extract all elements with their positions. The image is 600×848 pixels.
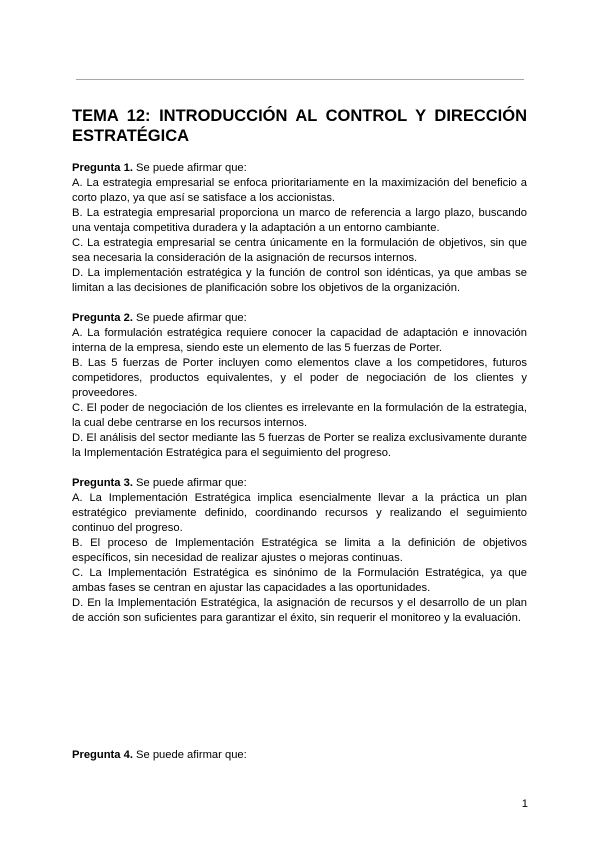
page-title: TEMA 12: INTRODUCCIÓN AL CONTROL Y DIRECCIÓN ESTRATÉGICA: [72, 107, 527, 145]
question-1: [72, 161, 527, 296]
option-a: A. La estrategia empresarial se enfoca prioritariamente en la maximización del beneficio a corto plazo, ya que así se satisface a los accionistas.: [72, 177, 527, 204]
questions-container: [72, 161, 527, 641]
question-prompt: Se puede afirmar que:: [132, 749, 247, 761]
question-4: [72, 748, 527, 763]
question-heading: [72, 161, 527, 176]
question-label: Pregunta 1.: [72, 162, 133, 174]
question-3: [72, 476, 527, 626]
header-rule: [76, 79, 524, 80]
option-b: B. El proceso de Implementación Estratégica se limita a la definición de objetivos específicos, sin necesidad de realizar ajustes o mejoras continuas.: [72, 537, 527, 564]
option-d: D. La implementación estratégica y la función de control son idénticas, ya que ambas se limitan a las decisiones de planificación sobre los objetivos de la organización.: [72, 267, 527, 294]
option-c: C. La Implementación Estratégica es sinónimo de la Formulación Estratégica, ya que ambas fases se centran en ajustar las capacidades a las oportunidades.: [72, 567, 527, 594]
option-a: A. La Implementación Estratégica implica esencialmente llevar a la práctica un plan estratégico previamente definido, coordinando recursos y realizando el seguimiento continuo del progreso.: [72, 492, 527, 534]
question-prompt: Se puede afirmar que:: [132, 312, 247, 324]
question-2: [72, 311, 527, 461]
question-label: Pregunta 4.: [72, 749, 133, 761]
page-number: 1: [521, 798, 528, 810]
option-b: B. La estrategia empresarial proporciona un marco de referencia a largo plazo, buscando una ventaja competitiva duradera y la adaptación a un entorno cambiante.: [72, 207, 527, 234]
question-heading: [72, 476, 527, 491]
question-label: Pregunta 2.: [72, 312, 133, 324]
question-prompt: Se puede afirmar que:: [132, 477, 247, 489]
option-b: B. Las 5 fuerzas de Porter incluyen como elementos clave a los competidores, futuros competidores, productos equivalentes, y el poder de negociación de los clientes y proveedores.: [72, 357, 527, 399]
question-label: Pregunta 3.: [72, 477, 133, 489]
option-a: A. La formulación estratégica requiere conocer la capacidad de adaptación e innovación interna de la empresa, siendo este un elemento de las 5 fuerzas de Porter.: [72, 327, 527, 354]
question-heading: [72, 311, 527, 326]
question-prompt: Se puede afirmar que:: [132, 162, 247, 174]
option-d: D. En la Implementación Estratégica, la asignación de recursos y el desarrollo de un plan de acción son suficientes para garantizar el éxito, sin requerir el monitoreo y la evaluación.: [72, 597, 527, 624]
option-c: C. La estrategia empresarial se centra únicamente en la formulación de objetivos, sin que sea necesaria la consideración de la asignación de recursos internos.: [72, 237, 527, 264]
option-c: C. El poder de negociación de los clientes es irrelevante en la formulación de la estrategia, la cual debe centrarse en los recursos internos.: [72, 402, 527, 429]
option-d: D. El análisis del sector mediante las 5 fuerzas de Porter se realiza exclusivamente durante la Implementación Estratégica para el seguimiento del progreso.: [72, 432, 527, 459]
